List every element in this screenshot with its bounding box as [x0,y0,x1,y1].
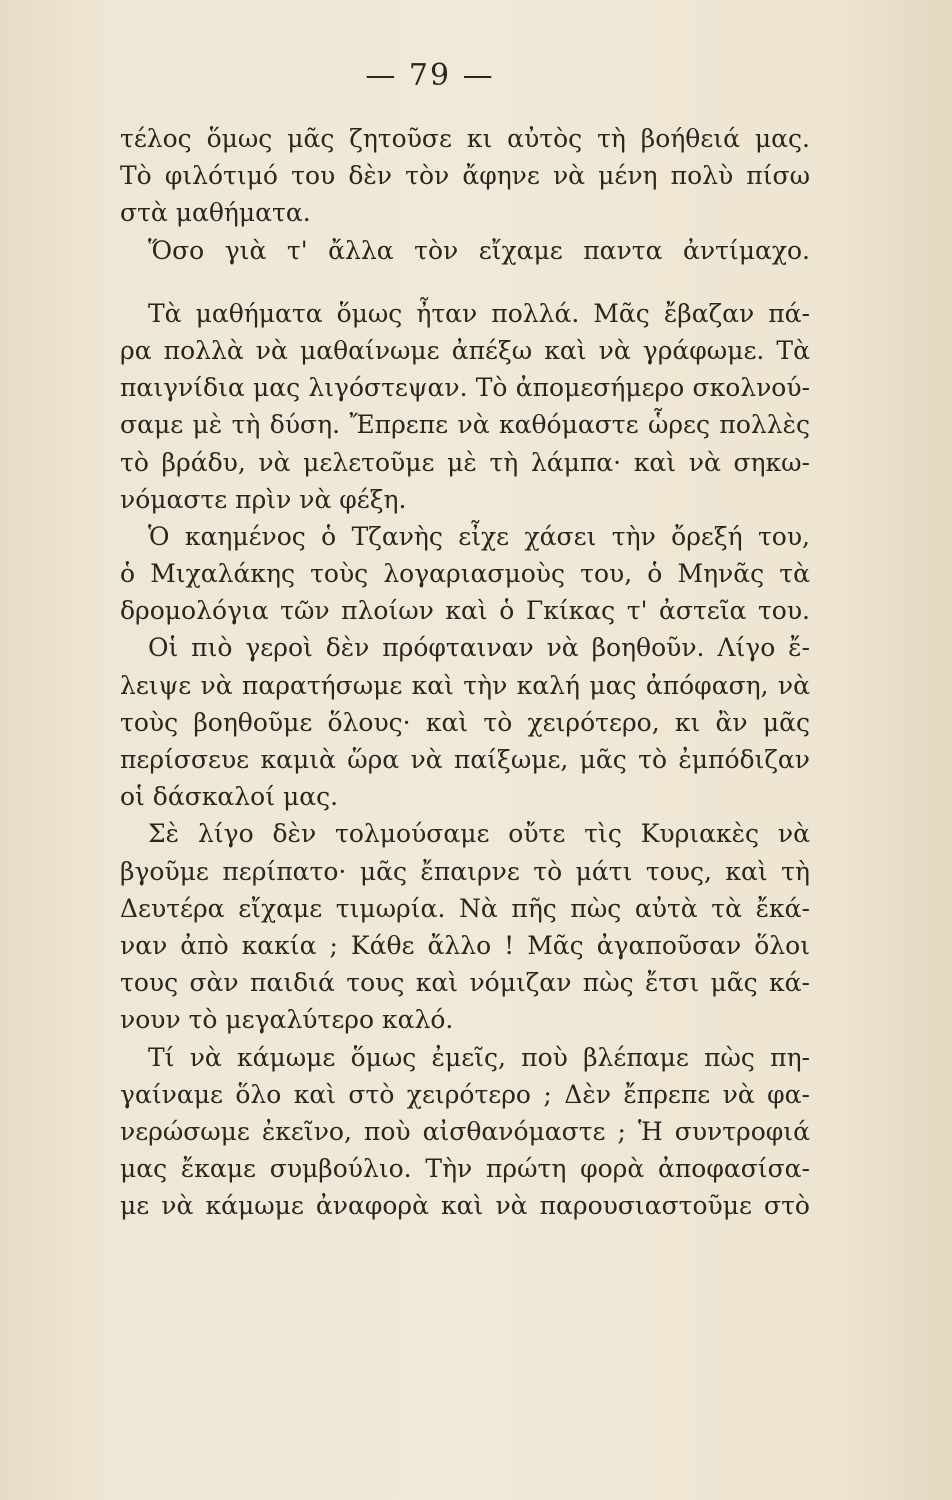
text-line: νερώσωμε ἐκεῖνο, ποὺ αἰσθανόμαστε ; Ἡ συντροφιά [120,1116,810,1146]
text-line: Τὸ φιλότιμό του δὲν τὸν ἄφηνε νὰ μένη πολὺ πίσω [120,161,810,191]
text-line: ρα πολλὰ νὰ μαθαίνωμε ἀπέξω καὶ νὰ γράφωμε. Τὰ [120,335,810,365]
text-line: Ὅσο γιὰ τ' ἄλλα τὸν εἴχαμε παντα ἀντίμαχο. [148,235,810,265]
text-line: περίσσευε καμιὰ ὥρα νὰ παίξωμε, μᾶς τὸ ἐμπόδιζαν [120,745,810,774]
text-line: ναν ἀπὸ κακία ; Κάθε ἄλλο ! Μᾶς ἀγαποῦσαν ὅλοι [120,930,810,960]
text-line: τέλος ὅμως μᾶς ζητοῦσε κι αὐτὸς τὴ βοήθειά μας. [120,124,810,153]
text-line: τοὺς βοηθοῦμε ὅλους· καὶ τὸ χειρότερο, κι ἂν μᾶς [120,707,810,737]
text-line: στὰ μαθήματα. [120,198,311,228]
text-line: Οἱ πιὸ γεροὶ δὲν πρόφταιναν νὰ βοηθοῦν. Λίγο ἔ- [148,633,810,663]
text-line: ὁ Μιχαλάκης τοὺς λογαριασμοὺς του, ὁ Μηνᾶς τὰ [120,559,810,589]
page-number: — 79 — [365,58,495,93]
text-line: δρομολόγια τῶν πλοίων καὶ ὁ Γκίκας τ' ἀστεῖα του. [120,596,810,626]
text-line: με νὰ κάμωμε ἀναφορὰ καὶ νὰ παρουσιαστοῦμε στὸ [120,1191,810,1221]
text-line: Τὰ μαθήματα ὅμως ἦταν πολλά. Μᾶς ἔβαζαν πά- [148,298,810,328]
paragraph-gap [120,269,810,295]
text-line: βγοῦμε περίπατο· μᾶς ἔπαιρνε τὸ μάτι τους, καὶ τὴ [120,856,810,886]
text-line: μας ἔκαμε συμβούλιο. Τὴν πρώτη φορὰ ἀποφασίσα- [120,1154,810,1184]
text-line: τους σὰν παιδιά τους καὶ νόμιζαν πὼς ἔτσι μᾶς κά- [120,968,810,998]
text-line: σαμε μὲ τὴ δύση. Ἔπρεπε νὰ καθόμαστε ὧρες πολλὲς [120,410,810,440]
text-line: Τί νὰ κάμωμε ὅμως ἐμεῖς, ποὺ βλέπαμε πὼς πη- [148,1042,810,1072]
text-line: Δευτέρα εἴχαμε τιμωρία. Νὰ πῆς πὼς αὐτὰ τὰ ἔκά- [120,893,810,923]
text-line: τὸ βράδυ, νὰ μελετοῦμε μὲ τὴ λάμπα· καὶ νὰ σηκω- [120,447,810,477]
text-line: οἱ δάσκαλοί μας. [120,782,339,812]
text-line: νουν τὸ μεγαλύτερο καλό. [120,1005,454,1035]
text-line: Σὲ λίγο δὲν τολμούσαμε οὔτε τὶς Κυριακὲς νὰ [148,819,810,849]
text-line: Ὁ καημένος ὁ Τζανὴς εἶχε χάσει τὴν ὄρεξή του, [148,521,810,551]
text-line: παιγνίδια μας λιγόστεψαν. Τὸ ἀπομεσήμερο σκολνού- [120,373,810,403]
text-line: γαίναμε ὅλο καὶ στὸ χειρότερο ; Δὲν ἔπρεπε νὰ φα- [120,1079,810,1109]
text-line: νόμαστε πρὶν νὰ φέξη. [120,484,407,514]
body-text [120,120,810,1224]
text-line: λειψε νὰ παρατήσωμε καὶ τὴν καλή μας ἀπόφαση, νὰ [120,670,810,700]
